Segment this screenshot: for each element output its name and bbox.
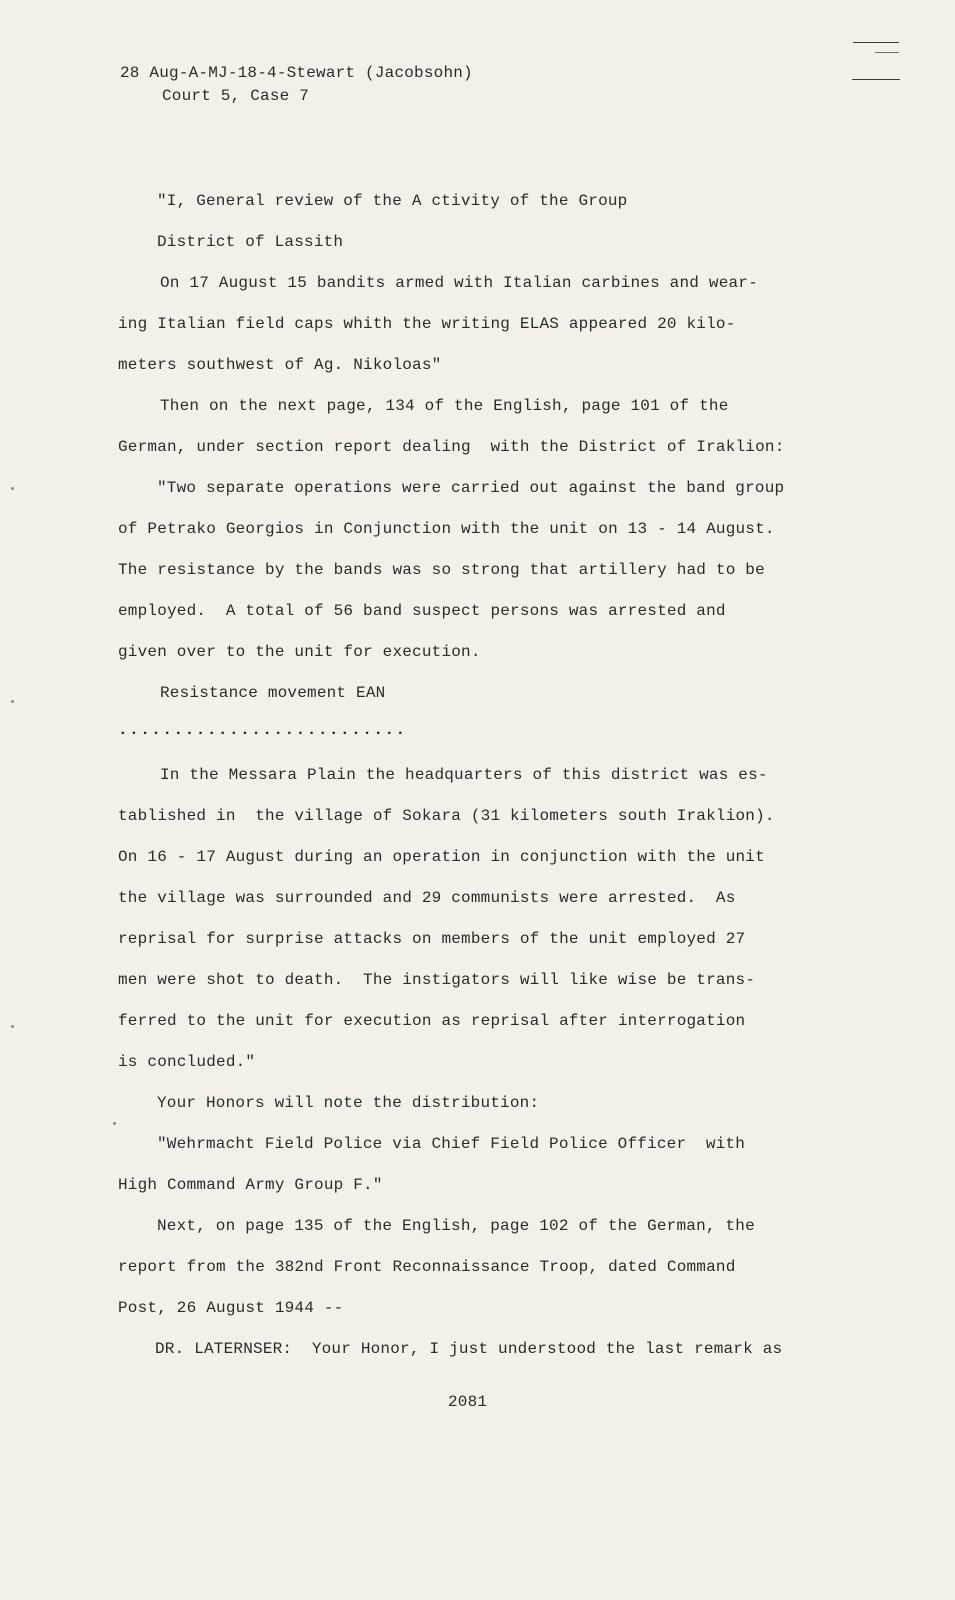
text-line: of Petrako Georgios in Conjunction with the unit on 13 - 14 August. <box>118 520 775 538</box>
margin-speck <box>11 487 14 490</box>
text-line: Next, on page 135 of the English, page 102 of the German, the <box>157 1217 755 1235</box>
text-line: Your Honors will note the distribution: <box>157 1094 540 1112</box>
text-line: High Command Army Group F." <box>118 1176 383 1194</box>
text-line: German, under section report dealing with the District of Iraklion: <box>118 438 785 456</box>
text-line: On 16 - 17 August during an operation in conjunction with the unit <box>118 848 765 866</box>
text-line: meters southwest of Ag. Nikoloas" <box>118 356 442 374</box>
header-case-reference: 28 Aug-A-MJ-18-4-Stewart (Jacobsohn) <box>120 64 473 82</box>
margin-speck <box>11 700 14 703</box>
header-court-case: Court 5, Case 7 <box>162 87 310 105</box>
text-line: the village was surrounded and 29 communists were arrested. As <box>118 889 736 907</box>
text-line: tablished in the village of Sokara (31 kilometers south Iraklion). <box>118 807 775 825</box>
page-number: 2081 <box>448 1393 488 1411</box>
text-line: Then on the next page, 134 of the English, page 101 of the <box>160 397 729 415</box>
text-line: given over to the unit for execution. <box>118 643 481 661</box>
margin-mark-bottom <box>852 79 900 80</box>
text-line: reprisal for surprise attacks on members of the unit employed 27 <box>118 930 746 948</box>
text-line: Post, 26 August 1944 -- <box>118 1299 344 1317</box>
margin-speck <box>11 1025 14 1028</box>
text-line: men were shot to death. The instigators will like wise be trans- <box>118 971 756 989</box>
text-line: "Wehrmacht Field Police via Chief Field Police Officer with <box>157 1135 746 1153</box>
text-line: "I, General review of the A ctivity of the Group <box>157 192 628 210</box>
margin-mark-top <box>853 42 899 43</box>
text-line: District of Lassith <box>157 233 344 251</box>
text-line: is concluded." <box>118 1053 256 1071</box>
section-heading: Resistance movement EAN <box>160 684 386 702</box>
text-line: ferred to the unit for execution as reprisal after interrogation <box>118 1012 746 1030</box>
text-line: In the Messara Plain the headquarters of this district was es- <box>160 766 768 784</box>
text-line: On 17 August 15 bandits armed with Italian carbines and wear- <box>160 274 758 292</box>
ellipsis-separator: .......................... <box>118 721 407 739</box>
text-line: "Two separate operations were carried out against the band group <box>157 479 785 497</box>
text-line: The resistance by the bands was so strong that artillery had to be <box>118 561 765 579</box>
margin-speck <box>113 1122 116 1125</box>
margin-mark-mid <box>875 52 899 53</box>
text-line: ing Italian field caps whith the writing ELAS appeared 20 kilo- <box>118 315 736 333</box>
text-line: employed. A total of 56 band suspect persons was arrested and <box>118 602 726 620</box>
speaker-line: DR. LATERNSER: Your Honor, I just understood the last remark as <box>155 1340 783 1358</box>
text-line: report from the 382nd Front Reconnaissance Troop, dated Command <box>118 1258 736 1276</box>
